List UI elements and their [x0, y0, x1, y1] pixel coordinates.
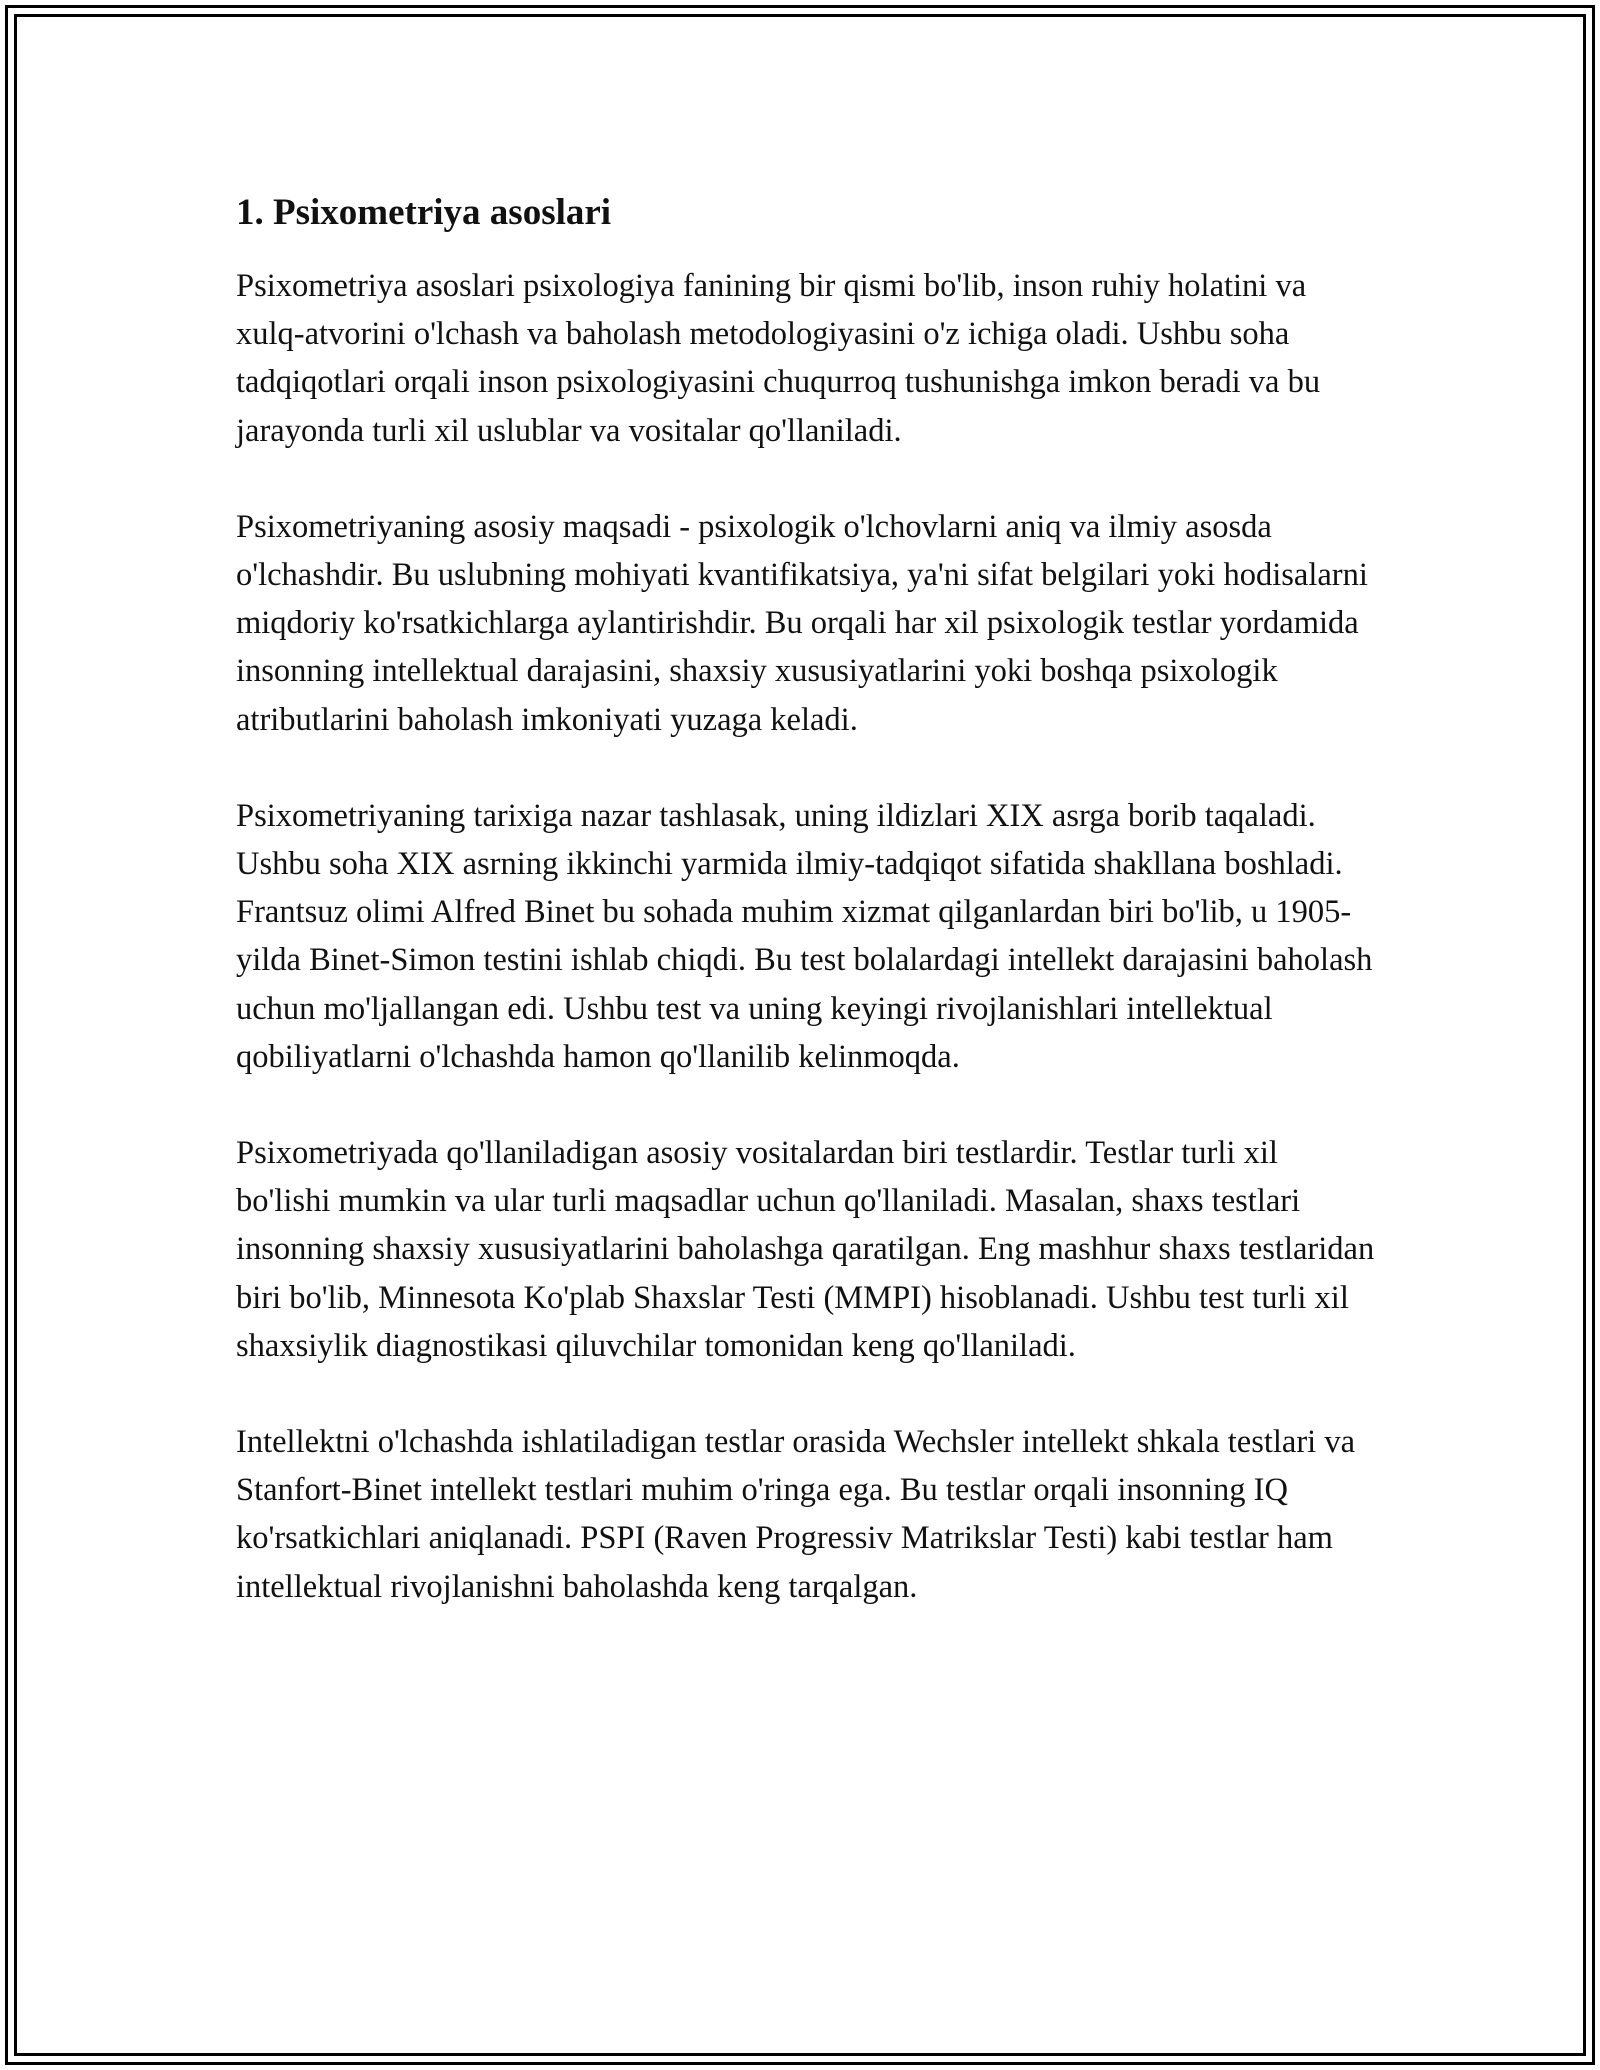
paragraph-main-goal: Psixometriyaning asosiy maqsadi - psixologik o'lchovlarni aniq va ilmiy asosda o'lchashdir. Bu uslubning mohiyati kvantifikatsiya, ya'ni sifat belgilari yoki hodisalarni miqdoriy ko'rsatkichlarga aylantirishdir. Bu orqali har xil psixologik testlar yordamida insonning intellektual darajasini, shaxsiy xususiyatlarini yoki boshqa psixologik atributlarini baholash imkoniyati yuzaga keladi. — [236, 508, 1368, 738]
paragraph-history: Psixometriyaning tarixiga nazar tashlasak, uning ildizlari XIX asrga borib taqaladi. Ushbu soha XIX asrning ikkinchi yarmida ilmiy-tadqiqot sifatida shakllana boshladi. Frantsuz olimi Alfred Binet bu sohada muhim xizmat qilganlardan biri bo'lib, u 1905-yilda Binet-Simon testini ishlab chiqdi. Bu test bolalardagi intellekt darajasini baholash uchun mo'ljallangan edi. Ushbu test va uning keyingi rivojlanishlari intellektual qobiliyatlarni o'lchashda hamon qo'llanilib kelinmoqda. — [236, 797, 1373, 1075]
section-title: 1. Psixometriya asoslari — [236, 192, 612, 233]
document-body — [236, 190, 1376, 1659]
paragraph-intro: Psixometriya asoslari psixologiya fanining bir qismi bo'lib, inson ruhiy holatini va xulq-atvorini o'lchash va baholash metodologiyasini o'z ichiga oladi. Ushbu soha tadqiqotlari orqali inson psixologiyasini chuqurroq tushunishga imkon beradi va bu jarayonda turli xil uslublar va vositalar qo'llaniladi. — [236, 268, 1321, 449]
paragraph-intelligence-tests: Intellektni o'lchashda ishlatiladigan testlar orasida Wechsler intellekt shkala testlari va Stanfort-Binet intellekt testlari muhim o'ringa ega. Bu testlar orqali insonning IQ ko'rsatkichlari aniqlanadi. PSPI (Raven Progressiv Matrikslar Testi) kabi testlar ham intellektual rivojlanishni baholashda keng tarqalgan. — [236, 1424, 1356, 1605]
paragraph-tests: Psixometriyada qo'llaniladigan asosiy vositalardan biri testlardir. Testlar turli xil bo'lishi mumkin va ular turli maqsadlar uchun qo'llaniladi. Masalan, shaxs testlari insonning shaxsiy xususiyatlarini baholashga qaratilgan. Eng mashhur shaxs testlaridan biri bo'lib, Minnesota Ko'plab Shaxslar Testi (MMPI) hisoblanadi. Ushbu test turli xil shaxsiylik diagnostikasi qiluvchilar tomonidan keng qo'llaniladi. — [236, 1135, 1375, 1364]
